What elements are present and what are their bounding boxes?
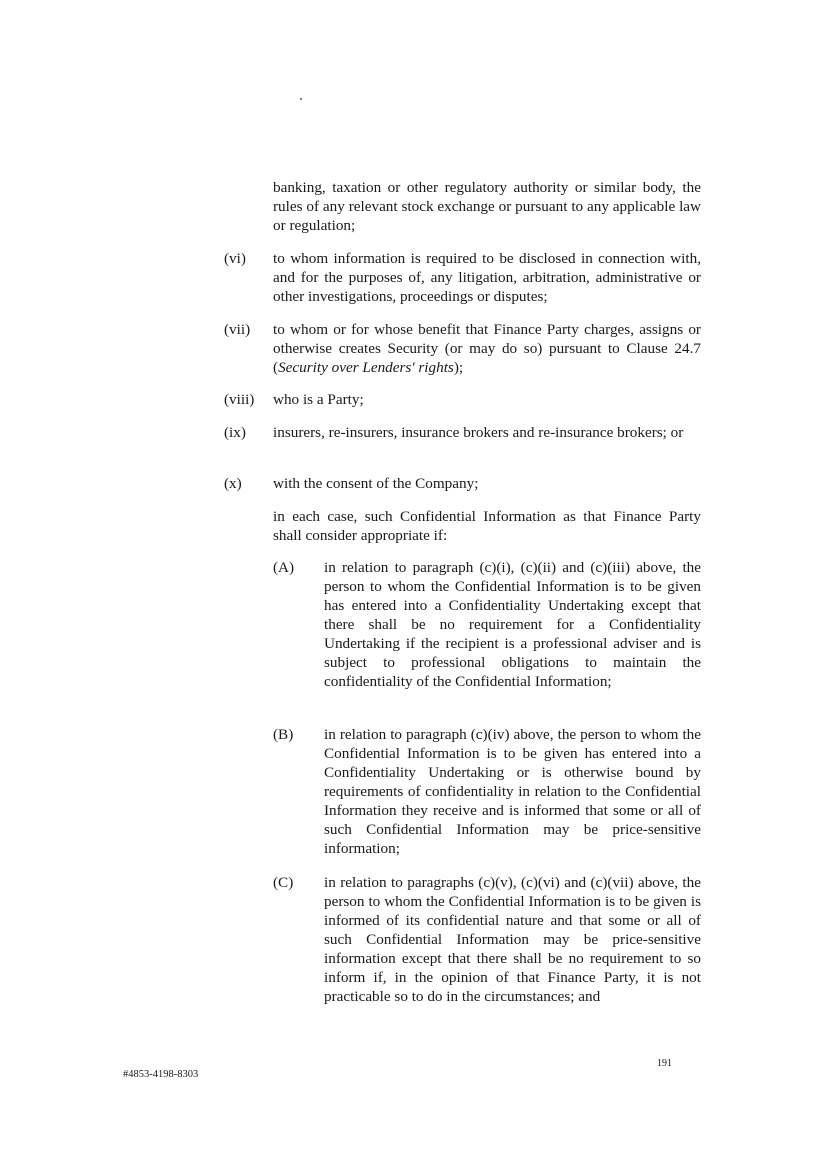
- sub-item-text: in relation to paragraph (c)(iv) above, the person to whom the Confidential Information is to be given has entered into a Confidentiality Undertaking or is otherwise bound by requirements of confidentiality in relation to the Confidential Information they receive and is informed that some or all of such Confidential Information may be price-sensitive information;: [324, 726, 701, 857]
- sub-item-number: (B): [273, 726, 294, 743]
- document-reference: #4853-4198-8303: [123, 1069, 199, 1080]
- clause-reference-title: Security over Lenders' rights: [278, 359, 454, 376]
- sub-item-text: in relation to paragraphs (c)(v), (c)(vi) and (c)(vii) above, the person to whom the Confidential Information is to be given is informed of its confidential nature and that some or all of such Confidential Information may be price-sensitive information except that there shall be no requirement to so inform if, in the opinion of that Finance Party, it is not practicable so to do in the circumstances; and: [324, 874, 701, 1005]
- sub-item-text: in relation to paragraph (c)(i), (c)(ii) and (c)(iii) above, the person to whom the Confidential Information is to be given has entered into a Confidentiality Undertaking except that there shall be no requirement for a Confidentiality Undertaking if the recipient is a professional adviser and is subject to professional obligations to maintain the confidentiality of the Confidential Information;: [324, 559, 701, 690]
- item-text-before: to whom or for whose benefit that Finance Party charges, assigns or otherwise creates Security (or may do so) pursuant to Clause 24.7 (: [273, 321, 701, 376]
- stray-mark: [300, 98, 302, 100]
- item-number: (ix): [224, 424, 246, 441]
- item-number: (viii): [224, 391, 255, 408]
- page-number: 191: [657, 1058, 672, 1069]
- item-number: (x): [224, 475, 242, 492]
- item-text: insurers, re-insurers, insurance brokers and re-insurance brokers; or: [273, 424, 684, 441]
- sub-item-number: (C): [273, 874, 294, 891]
- in-each-case-paragraph: in each case, such Confidential Information as that Finance Party shall consider appropriate if:: [273, 508, 701, 544]
- item-number: (vi): [224, 250, 246, 267]
- item-text: to whom information is required to be disclosed in connection with, and for the purposes of, any litigation, arbitration, administrative or other investigations, proceedings or disputes;: [273, 250, 701, 305]
- item-number: (vii): [224, 321, 251, 338]
- item-text: with the consent of the Company;: [273, 475, 479, 492]
- continuation-paragraph: banking, taxation or other regulatory authority or similar body, the rules of any relevant stock exchange or pursuant to any applicable law or regulation;: [273, 179, 701, 234]
- sub-item-number: (A): [273, 559, 295, 576]
- item-text-after: );: [453, 359, 464, 376]
- item-text: who is a Party;: [273, 391, 364, 408]
- item-text: [273, 320, 701, 377]
